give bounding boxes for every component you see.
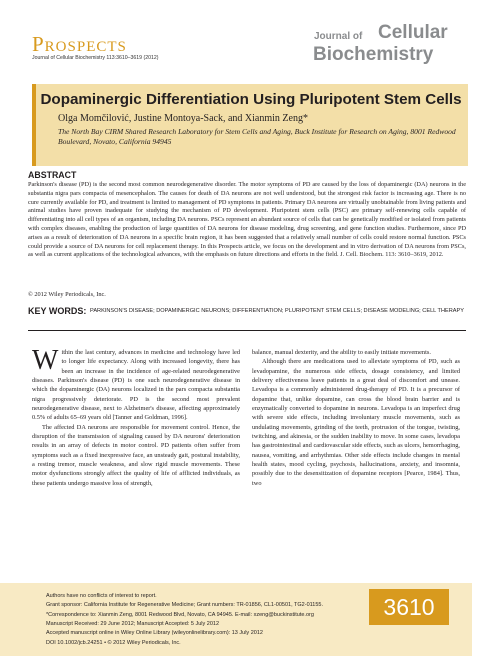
section-divider (28, 330, 466, 331)
journal-name-line2: Biochemistry (313, 44, 434, 65)
conflict-note: Authors have no conflicts of interest to report. (46, 593, 157, 599)
article-title: Dopaminergic Differentiation Using Pluripotent Stem Cells (40, 91, 462, 108)
journal-of-label: Journal of (314, 31, 363, 42)
page-number: 3610 (369, 589, 449, 625)
paragraph: balance, manual dexterity, and the ability to easily initiate movements. (252, 349, 431, 356)
keywords-text: PARKINSON'S DISEASE; DOPAMINERGIC NEURONS; DIFFERENTIATION; PLURIPOTENT STEM CELLS; DISEASE MODELING; CELL THERAPY (90, 308, 464, 314)
journal-citation: Journal of Cellular Biochemistry 113:3610–3619 (2012) (32, 55, 159, 61)
manuscript-dates: Manuscript Received: 29 June 2012; Manuscript Accepted: 5 July 2012 (46, 621, 220, 628)
abstract-copyright: © 2012 Wiley Periodicals, Inc. (28, 291, 106, 298)
paragraph-text: ithin the last century, advances in medicine and technology have led to longer life expectancy. Along with increased longevity, there has been an increase in the incidence of age-related neurodegenerative diseases. Parkinson's disease (PD) is one such neurodegenerative disease in which the dopaminergic (DA) neurons localized in the pars compacta substantia nigra progressively deteriorate. PD is the second most prevalent neurodegenerative disease, next to Alzheimer's disease, affecting approximately 0.5% of adults 65–69 years old [Tanner and Goldman, 1996]. (32, 349, 240, 422)
correspondence-note: *Correspondence to: Xianmin Zeng, 8001 Redwood Blvd, Novato, CA 94945. E-mail: xzeng@buckinstitute.org (46, 611, 314, 618)
abstract-text: Parkinson's disease (PD) is the second most common neurodegenerative disorder. The motor symptoms of PD are caused by the loss of dopaminergic (DA) neurons in the substantia nigra pars compacta of mesencephalon. The causes for death of DA neurons are not well understood, but the strongest risk factor is increasing age. There is no cure currently available for PD, and treatment is limited to management of PD symptoms in patients. Primary DA neurons are virtually unobtainable from living patients and animal studies have proven inadequate for studying the mechanism of PD development. Pluripotent stem cells (PSC) are primary self-renewing cells capable of differentiating into all cell types of an organism, including DA neurons. PSCs represent an abundant source of cells that can be genetically modified or isolated from patients with complex diseases, enabling the production of large quantities of DA neurons for disease modeling, drug screening, and gene function studies. Furthermore, since PD arises as a result of deterioration of DA neurons in a specific brain region, it has been suggested that a relatively small number of cells could restore normal function. PSCs could provide a source of DA neurons for cell replacement therapy. In this Prospects article, we focus on the development and in vitro derivation of DA neurons from PSCs, as well as current applications of the technological advances, with the emphasis on future directions and efforts in the field. J. Cell. Biochem. 113: 3610–3619, 2012. (28, 181, 466, 259)
paragraph: Although there are medications used to alleviate symptoms of PD, such as levadopamine, the numerous side effects, dosage consistency, and limited delivery effectiveness leave patients in a great deal of discomfort and unease. Levadopa is a commonly administered drug-therapy of PD. It is a precursor of dopamine that, unlike dopamine, can cross the blood brain barrier and is enzymatically converted to dopamine in neurons. Levadopa is an imperfect drug with severe side effects, including involuntary muscle movements, such as undulating movements, grinding of the teeth, protrusion of the tongue, twisting, twitching, and akinesia, or the sudden inability to move. In some cases, levadopa has gastrointestinal and cardiovascular side effects, such as ulcers, hemorrhaging, nausea, vomiting, and arrhythmias. Other side effects include changes in mental health states, mood cycling, psychosis, hallucinations, anxiety, and insomnia, possibly due to the desensitization of dopamine receptors [Pearce, 1984]. Thus, two (252, 358, 460, 487)
doi-line: DOI 10.1002/jcb.24251 • © 2012 Wiley Periodicals, Inc. (46, 639, 181, 646)
online-date: Accepted manuscript online in Wiley Online Library (wileyonlinelibrary.com): 13 July 2012 (46, 630, 263, 637)
body-column-left (32, 345, 240, 488)
body-column-right (252, 348, 460, 488)
section-label: Prospects (32, 32, 127, 56)
drop-cap: W (32, 345, 59, 376)
abstract-heading: ABSTRACT (28, 170, 77, 180)
footer-notes (46, 592, 366, 648)
journal-name-line1: Cellular (378, 22, 448, 43)
keywords-label: KEY WORDS: (28, 306, 87, 316)
grant-note: Grant sponsor: California Institute for Regenerative Medicine; Grant numbers: TR-01856, CL1-00501, TG2-01155. (46, 602, 323, 609)
article-authors: Olga Momčilović, Justine Montoya-Sack, and Xianmin Zeng* (58, 113, 308, 124)
paragraph: The affected DA neurons are responsible for movement control. Hence, the disruption of the transmission of signaling caused by DA neurons' deterioration results in an array of defects in motor control. PD patients often suffer from symptoms such as a fixed inexpressive face, an unsteady gait, postural instability, a resting tremor, muscle weakness, and slow rigid muscle movements. These motor dysfunctions strongly affect the quality of life of afflicted individuals, as these patients undergo massive loss of strength, (32, 423, 240, 487)
article-affiliation: The North Bay CIRM Shared Research Laboratory for Stem Cells and Aging, Buck Institute for Research on Aging, 8001 Redwood Boulevard, Novato, California 94945 (58, 127, 456, 146)
paragraph (32, 345, 240, 423)
